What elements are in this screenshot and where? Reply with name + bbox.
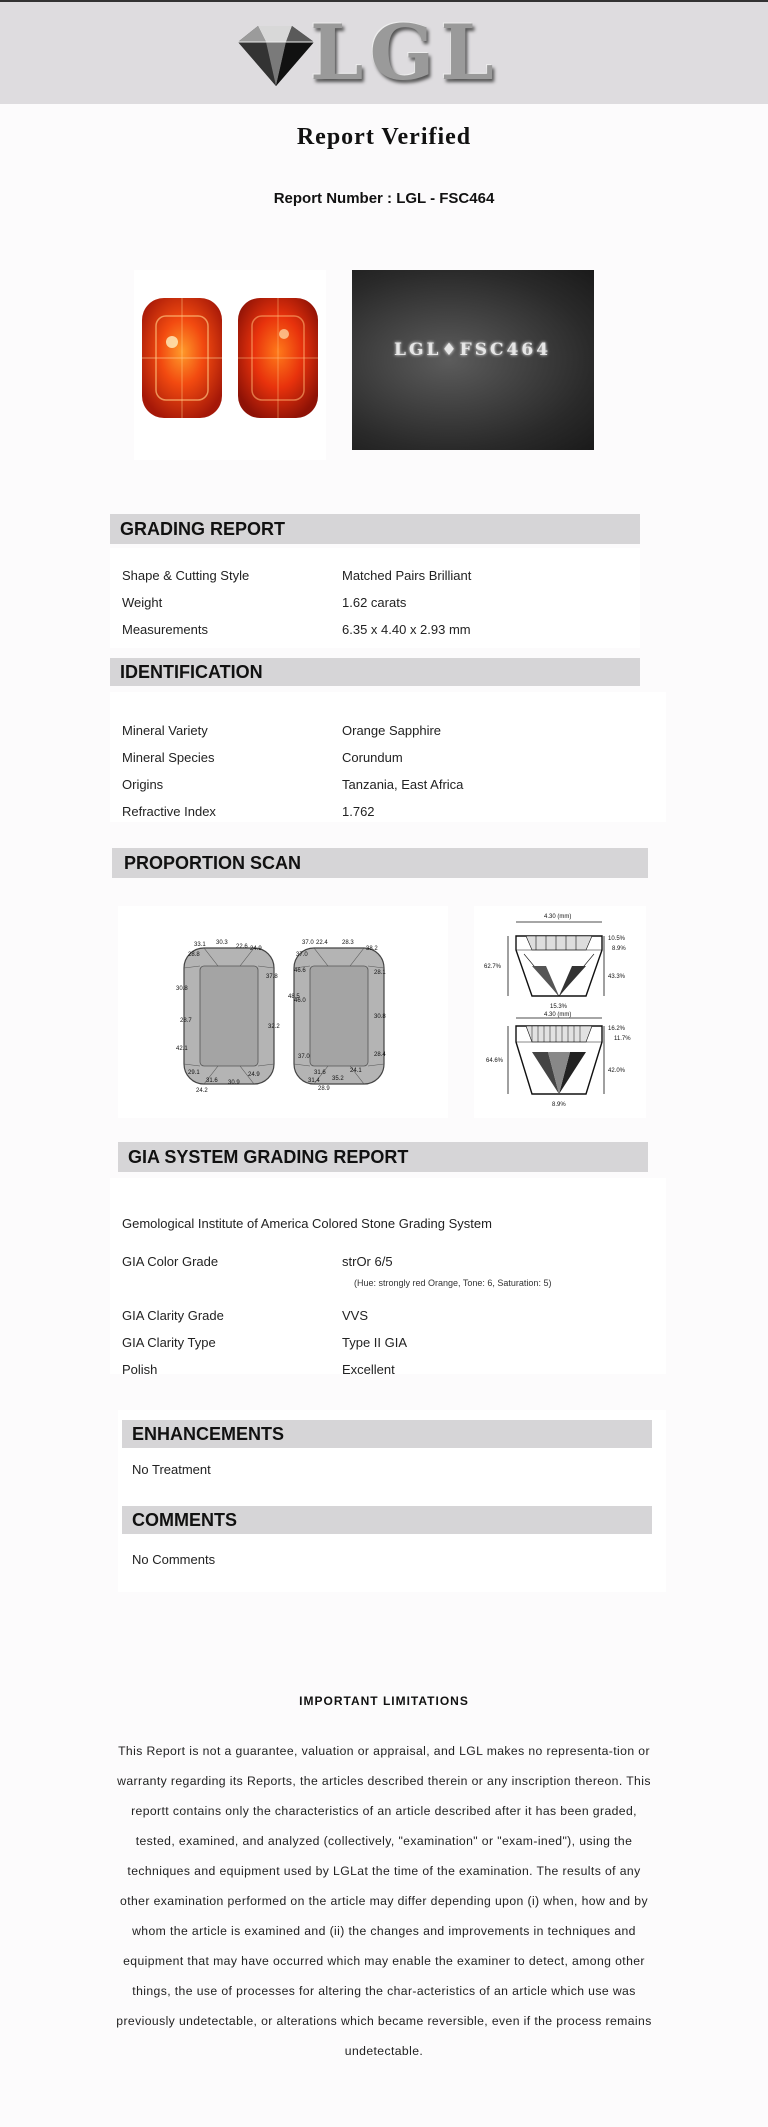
row-label: Mineral Variety <box>122 723 208 738</box>
facet-number: 22.4 <box>316 940 328 946</box>
facet-number: 46.0 <box>294 998 306 1004</box>
row-value: 6.35 x 4.40 x 2.93 mm <box>342 622 471 637</box>
facet-number: 30.3 <box>216 940 228 946</box>
facet-number: 28.7 <box>180 1018 192 1024</box>
row-label: GIA Clarity Grade <box>122 1308 224 1323</box>
logo-text: LGL <box>310 8 500 97</box>
profile-bottom: 8.9% <box>552 1102 566 1108</box>
row-value: Type II GIA <box>342 1335 408 1350</box>
facet-number: 28.9 <box>318 1086 330 1092</box>
profile-side-left: 64.6% <box>486 1058 504 1064</box>
facet-number: 37.0 <box>296 952 308 958</box>
page-title: Report Verified <box>296 124 472 150</box>
row-label: Mineral Species <box>122 750 215 765</box>
facet-number: 28.1 <box>374 970 386 976</box>
lgl-logo[interactable] <box>230 8 500 97</box>
profile-crown-left: 62.7% <box>484 964 502 970</box>
facet-number: 46.6 <box>294 968 306 974</box>
profile-crown-right-2: 8.9% <box>612 946 626 952</box>
enhancements-text: No Treatment <box>132 1462 211 1477</box>
profile-side-right-3: 42.0% <box>608 1068 626 1074</box>
facet-number: 35.2 <box>332 1076 344 1082</box>
limitations-body: This Report is not a guarantee, valuation or appraisal, and LGL makes no representa-tion or warranty regarding its Reports, the articles described therein or any inscription thereon. This reportt contains only the characteristics of an article described after it has been graded, tested, examined, and analyzed (collectively, "examination" or "exam-ined"), using the techniques and equipment used by LGLat the time of the examination. The results of any other examination performed on the article may differ depending upon (i) when, how and by whom the article is examined and (ii) the changes and improvements in techniques and equipment that may have occurred which may enable the examiner to detect, among other things, the use of processes for altering the char-acteristics of an article which use was previously undetectable, or alterations which became reversible, even if the process remains undetectable. <box>116 1744 652 2058</box>
row-value: Orange Sapphire <box>342 723 442 738</box>
facet-number: 22.6 <box>236 944 248 950</box>
laser-inscription-photo <box>352 270 594 450</box>
profile-top-width: 4.30 (mm) <box>544 914 572 920</box>
facet-number: 48.5 <box>288 994 300 1000</box>
facet-number: 31.6 <box>314 1070 326 1076</box>
row-value: strOr 6/5 <box>342 1254 393 1269</box>
diamond-icon <box>230 20 320 90</box>
row-label: GIA Color Grade <box>122 1254 219 1269</box>
facet-number: 31.4 <box>308 1078 320 1084</box>
row-label: Weight <box>122 595 163 610</box>
facet-number: 28.3 <box>342 940 354 946</box>
row-value: VVS <box>342 1308 369 1323</box>
grading-report-heading: GRADING REPORT <box>110 514 640 544</box>
facet-number: 28.4 <box>374 1052 386 1058</box>
row-value: Excellent <box>342 1362 395 1377</box>
profile-side-right-2: 11.7% <box>614 1036 631 1042</box>
facet-number: 30.8 <box>374 1014 386 1020</box>
facet-number: 37.0 <box>298 1054 310 1060</box>
profile-side-right-1: 16.2% <box>608 1026 626 1032</box>
facet-number: 42.1 <box>176 1046 188 1052</box>
row-label: Measurements <box>122 622 208 637</box>
row-label: Origins <box>122 777 164 792</box>
enhancements-heading: ENHANCEMENTS <box>122 1420 652 1448</box>
facet-number: 37.8 <box>266 974 278 980</box>
gia-report-heading: GIA SYSTEM GRADING REPORT <box>118 1142 648 1172</box>
row-label: Polish <box>122 1362 158 1377</box>
row-value: 1.62 carats <box>342 595 407 610</box>
profile-mid-1: 15.3% <box>550 1004 568 1010</box>
row-label: Shape & Cutting Style <box>122 568 250 583</box>
row-label: Refractive Index <box>122 804 216 819</box>
facet-number: 33.1 <box>194 942 206 948</box>
facet-number: 28.8 <box>188 952 200 958</box>
report-number: Report Number : LGL - FSC464 <box>273 190 495 207</box>
facet-number: 32.2 <box>268 1024 280 1030</box>
limitations-heading: IMPORTANT LIMITATIONS <box>299 1694 469 1708</box>
gemstone-photo <box>134 270 326 460</box>
comments-heading: COMMENTS <box>122 1506 652 1534</box>
facet-number: 24.9 <box>250 946 262 952</box>
facet-number: 29.1 <box>188 1070 200 1076</box>
facet-number: 30.9 <box>228 1080 240 1086</box>
facet-number: 30.8 <box>176 986 188 992</box>
proportion-scan-heading: PROPORTION SCAN <box>112 848 648 878</box>
profile-crown-right: 10.5% <box>608 936 626 942</box>
row-value: Tanzania, East Africa <box>342 777 464 792</box>
profile-pavilion-right: 43.3% <box>608 974 626 980</box>
comments-text: No Comments <box>132 1552 216 1567</box>
facet-number: 31.6 <box>206 1078 218 1084</box>
row-value: Matched Pairs Brilliant <box>342 568 472 583</box>
proportion-scan-top-view <box>118 906 448 1118</box>
row-label: GIA Clarity Type <box>122 1335 216 1350</box>
profile-mid-2: 4.30 (mm) <box>544 1012 572 1018</box>
inscription-text: LGL♦FSC464 <box>394 340 552 360</box>
facet-number: 37.0 <box>302 940 314 946</box>
gia-color-note: (Hue: strongly red Orange, Tone: 6, Saturation: 5) <box>354 1278 552 1288</box>
row-value: 1.762 <box>342 804 375 819</box>
proportion-scan-profile-view <box>474 906 646 1118</box>
facet-number: 24.2 <box>196 1088 208 1094</box>
facet-number: 24.1 <box>350 1068 362 1074</box>
header-banner <box>0 0 768 104</box>
identification-heading: IDENTIFICATION <box>110 658 640 686</box>
gia-system-name: Gemological Institute of America Colored Stone Grading System <box>122 1216 492 1231</box>
facet-number: 38.2 <box>366 946 378 952</box>
row-value: Corundum <box>342 750 403 765</box>
facet-number: 24.9 <box>248 1072 260 1078</box>
